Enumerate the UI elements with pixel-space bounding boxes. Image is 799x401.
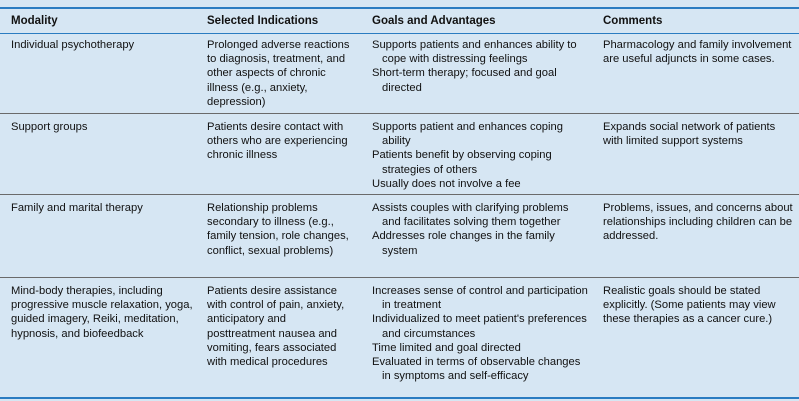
row-1-indications: Prolonged adverse reactions to diagnosis, treatment, and other aspects of chronic illness (e.g., anxiety, depression) (207, 39, 350, 108)
table-bottom-rule (0, 397, 799, 399)
row-2-goals (372, 120, 590, 191)
row-3-indications: Relationship problems secondary to illness (e.g., family tension, role changes, conflict, sexual problems) (207, 202, 349, 257)
row-3-goals (372, 201, 590, 258)
header-goals-and-advantages: Goals and Advantages (372, 15, 496, 27)
row-4-goal-item: Evaluated in terms of observable changes in symptoms and self-efficacy (372, 356, 581, 383)
row-2-modality: Support groups (11, 121, 88, 133)
row-4-comments: Realistic goals should be stated explicitly. (Some patients may view these therapies as a cancer cure.) (603, 285, 776, 326)
row-4-goal-item: Increases sense of control and participation in treatment (372, 285, 588, 312)
row-2-indications: Patients desire contact with others who are experiencing chronic illness (207, 121, 348, 162)
row-3-goal-item: Assists couples with clarifying problems and facilitates solving them together (372, 202, 569, 229)
header-selected-indications: Selected Indications (207, 15, 319, 27)
row-2-goal-item: Supports patient and enhances coping ability (372, 121, 563, 148)
row-3-goal-item: Addresses role changes in the family system (372, 230, 555, 257)
row-1-goal-item: Short-term therapy; focused and goal directed (372, 67, 557, 94)
row-separator (0, 194, 799, 195)
row-2-comments: Expands social network of patients with limited support systems (603, 121, 776, 148)
row-1-comments: Pharmacology and family involvement are useful adjuncts in some cases. (603, 39, 792, 66)
table-top-rule (0, 7, 799, 9)
row-4-goals (372, 284, 590, 383)
row-4-goal-item: Time limited and goal directed (372, 341, 521, 354)
header-comments: Comments (603, 15, 663, 27)
row-2-goal-item: Patients benefit by observing coping strategies of others (372, 149, 552, 176)
row-1-goals (372, 38, 590, 95)
row-4-modality: Mind-body therapies, including progressive muscle relaxation, yoga, guided imagery, Reiki, meditation, hypnosis, and biofeedback (11, 285, 193, 340)
row-separator (0, 277, 799, 278)
row-separator (0, 113, 799, 114)
header-modality: Modality (11, 15, 58, 27)
row-4-goal-item: Individualized to meet patient's preferences and circumstances (372, 313, 587, 340)
row-4-indications: Patients desire assistance with control of pain, anxiety, anticipatory and posttreatment nausea and vomiting, fears associated with medical procedures (207, 285, 345, 369)
row-1-modality: Individual psychotherapy (11, 39, 135, 51)
row-3-modality: Family and marital therapy (11, 202, 143, 214)
row-1-goal-item: Supports patients and enhances ability to cope with distressing feelings (372, 39, 577, 66)
row-2-goal-item: Usually does not involve a fee (372, 177, 521, 190)
row-3-comments: Problems, issues, and concerns about relationships including children can be addressed. (603, 202, 793, 243)
header-rule (0, 33, 799, 34)
